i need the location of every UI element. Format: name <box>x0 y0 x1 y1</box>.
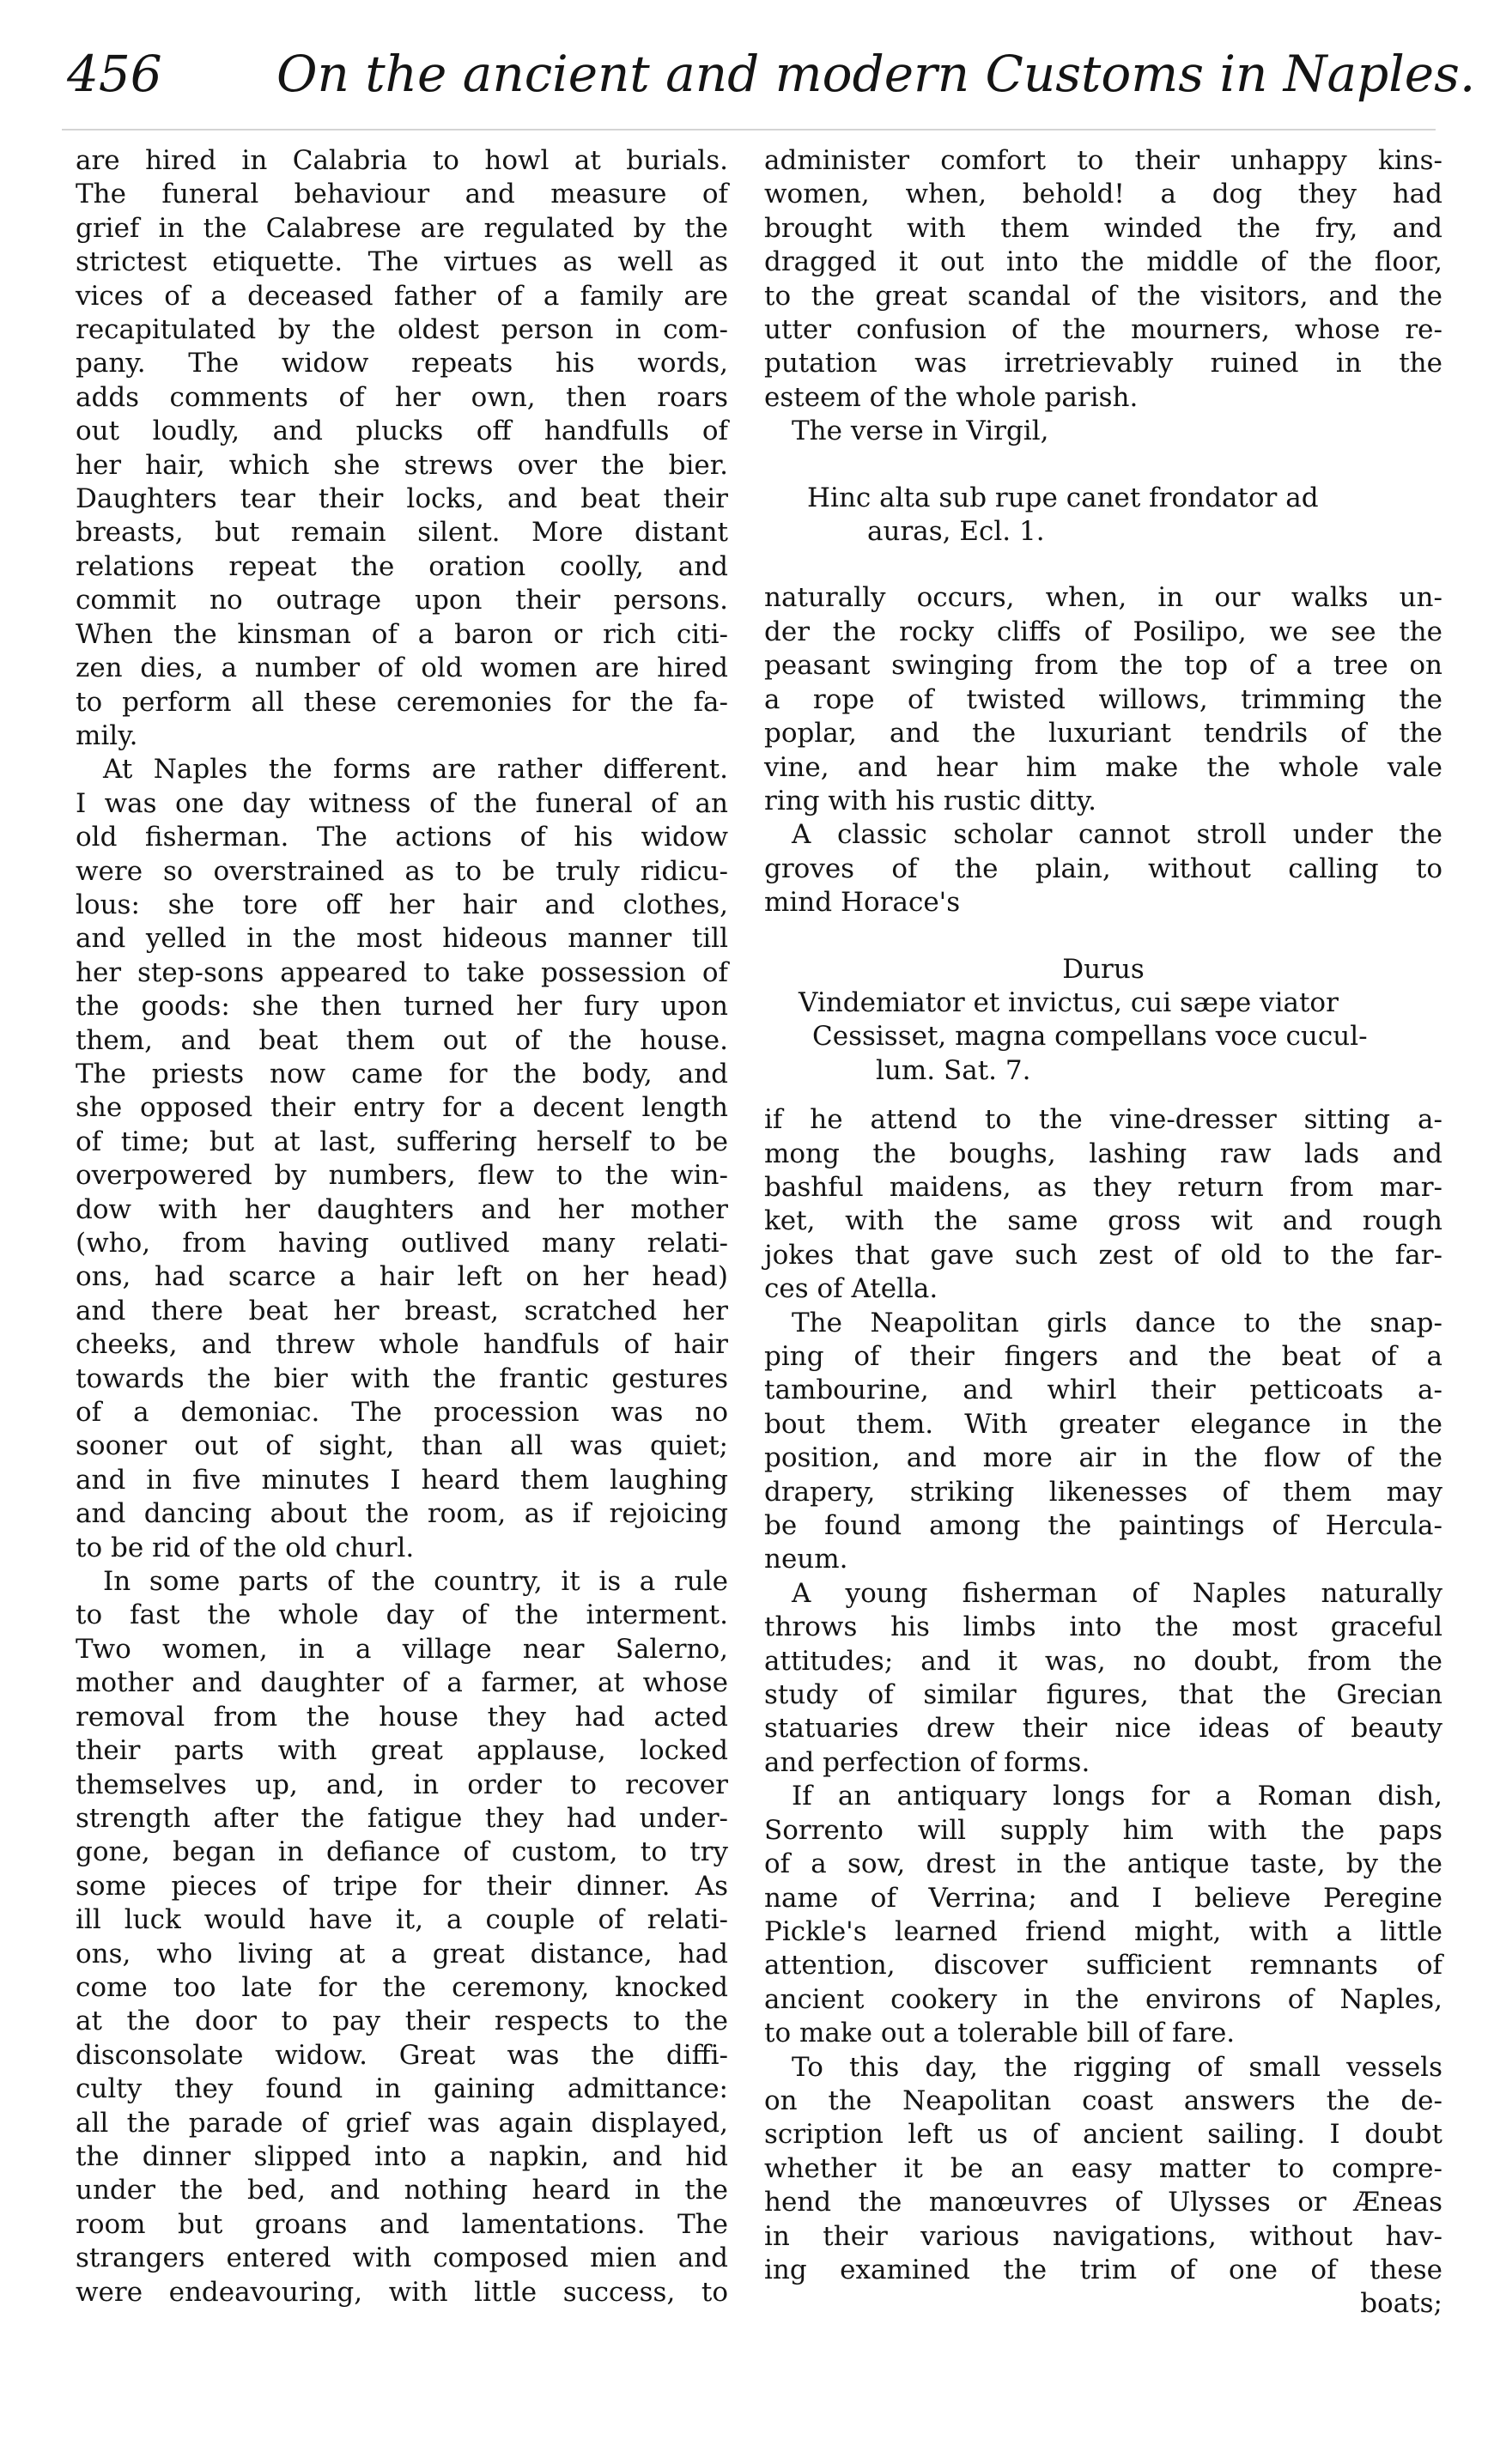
text-line: overpowered by numbers, flew to the win- <box>76 1160 728 1192</box>
text-line: strangers entered with composed mien and <box>76 2242 728 2274</box>
text-line: der the rocky cliffs of Posilipo, we see the <box>764 616 1442 647</box>
text-line: relations repeat the oration coolly, and <box>76 550 728 582</box>
text-line: are hired in Calabria to howl at burials. <box>76 145 728 176</box>
text-line: In some parts of the country, it is a rule <box>103 1566 728 1598</box>
text-line: ons, who living at a great distance, had <box>76 1938 728 1969</box>
text-line: of time; but at last, suffering herself to be <box>76 1126 728 1157</box>
text-line: putation was irretrievably ruined in the <box>764 348 1442 379</box>
text-line: to be rid of the old churl. <box>76 1532 415 1563</box>
text-line: mind Horace's <box>764 887 961 919</box>
text-line: ancient cookery in the environs of Naples, <box>764 1983 1442 2015</box>
text-line: statuaries drew their nice ideas of beauty <box>764 1713 1442 1745</box>
spacer <box>764 549 1442 581</box>
text-line: she opposed their entry for a decent length <box>76 1092 728 1124</box>
text-line: be found among the paintings of Hercula- <box>764 1510 1442 1542</box>
text-line: dow with her daughters and her mother <box>76 1193 728 1225</box>
text-line: culty they found in gaining admittance: <box>76 2073 728 2105</box>
text-line: Daughters tear their locks, and beat their <box>76 483 728 515</box>
text-line: and yelled in the most hideous manner till <box>76 923 728 955</box>
text-line: whether it be an easy matter to compre- <box>764 2152 1442 2184</box>
text-line: and in five minutes I heard them laughing <box>76 1464 728 1496</box>
text-line: all the parade of grief was again displayed, <box>76 2107 728 2139</box>
text-line: women, when, behold! a dog they had <box>764 179 1442 210</box>
text-line: ons, had scarce a hair left on her head) <box>76 1261 728 1293</box>
text-line: If an antiquary longs for a Roman dish, <box>792 1781 1442 1812</box>
text-line: of a sow, drest in the antique taste, by the <box>764 1848 1442 1880</box>
text-line: if he attend to the vine-dresser sitting a- <box>764 1104 1442 1136</box>
text-line: hend the manœuvres of Ulysses or Æneas <box>764 2187 1442 2218</box>
text-line: esteem of the whole parish. <box>764 381 1139 413</box>
verse-line: Vindemiator et invictus, cui sæpe viator <box>799 986 1339 1018</box>
text-line: ping of their fingers and the beat of a <box>764 1341 1442 1372</box>
text-line: mother and daughter of a farmer, at whose <box>76 1667 728 1699</box>
text-line: naturally occurs, when, in our walks un- <box>764 582 1442 614</box>
text-line: The verse in Virgil, <box>792 416 1049 447</box>
text-line: towards the bier with the frantic gestures <box>76 1362 728 1394</box>
text-line: in their various navigations, without hav- <box>764 2220 1442 2252</box>
header-rule <box>62 129 1436 130</box>
text-line: to perform all these ceremonies for the fa- <box>76 686 728 718</box>
text-line: her step-sons appeared to take possession of <box>76 956 728 988</box>
verse-line: Cessisset, magna compellans voce cucul- <box>812 1021 1368 1053</box>
text-line: ket, with the same gross wit and rough <box>764 1205 1442 1237</box>
verse-line: Hinc alta sub rupe canet frondator ad <box>807 482 1319 513</box>
text-line: to make out a tolerable bill of fare. <box>764 2018 1236 2049</box>
text-line: and dancing about the room, as if rejoicing <box>76 1498 728 1530</box>
text-line: neum. <box>764 1544 848 1575</box>
text-line: of a demoniac. The procession was no <box>76 1397 728 1429</box>
text-line: attitudes; and it was, no doubt, from the <box>764 1645 1442 1677</box>
text-line: adds comments of her own, then roars <box>76 381 728 413</box>
text-line: were endeavouring, with little success, to <box>76 2276 728 2308</box>
text-line: To this day, the rigging of small vessels <box>792 2051 1442 2083</box>
text-line: Sorrento will supply him with the paps <box>764 1814 1442 1846</box>
text-line: room but groans and lamentations. The <box>76 2208 728 2240</box>
text-line: Two women, in a village near Salerno, <box>76 1633 728 1665</box>
text-line: some pieces of tripe for their dinner. As <box>76 1870 728 1902</box>
text-line: At Naples the forms are rather different. <box>103 754 728 786</box>
text-line: under the bed, and nothing heard in the <box>76 2175 728 2206</box>
verse-line: lum. Sat. 7. <box>876 1054 1031 1086</box>
text-line: mily. <box>76 719 138 751</box>
text-line: zen dies, a number of old women are hired <box>76 652 728 684</box>
text-line: strictest etiquette. The virtues as well as <box>76 246 728 278</box>
text-line: and there beat her breast, scratched her <box>76 1295 728 1326</box>
text-line: recapitulated by the oldest person in com- <box>76 314 728 346</box>
text-line: ring with his rustic ditty. <box>764 785 1096 816</box>
text-line: A classic scholar cannot stroll under the <box>792 819 1442 851</box>
text-line: The funeral behaviour and measure of <box>76 179 728 210</box>
text-line: (who, from having outlived many relati- <box>76 1228 728 1259</box>
text-line: scription left us of ancient sailing. I doubt <box>764 2119 1442 2151</box>
left-column <box>76 144 728 2309</box>
text-line: bout them. With greater elegance in the <box>764 1408 1442 1440</box>
text-line: to the great scandal of the visitors, and the <box>764 280 1442 312</box>
verse-line: auras, Ecl. 1. <box>867 516 1045 548</box>
page-header <box>62 29 1476 124</box>
text-line: vine, and hear him make the whole vale <box>764 751 1442 783</box>
text-line: utter confusion of the mourners, whose re- <box>764 314 1442 346</box>
running-title: On the ancient and modern Customs in Naples. <box>276 45 1476 103</box>
text-line: vices of a deceased father of a family are <box>76 280 728 312</box>
text-line: sooner out of sight, than all was quiet; <box>76 1430 728 1462</box>
text-line: a rope of twisted willows, trimming the <box>764 683 1442 715</box>
text-line: study of similar figures, that the Grecian <box>764 1679 1442 1711</box>
text-line: removal from the house they had acted <box>76 1701 728 1733</box>
text-line: The priests now came for the body, and <box>76 1058 728 1089</box>
text-line: old fisherman. The actions of his widow <box>76 822 728 853</box>
text-line: at the door to pay their respects to the <box>76 2006 728 2037</box>
text-line: were so overstrained as to be truly ridicu- <box>76 855 728 887</box>
text-line: tambourine, and whirl their petticoats a- <box>764 1375 1442 1406</box>
text-line: poplar, and the luxuriant tendrils of the <box>764 718 1442 750</box>
text-line: gone, began in defiance of custom, to try <box>76 1836 728 1868</box>
text-line: I was one day witness of the funeral of an <box>76 787 728 819</box>
text-line: ces of Atella. <box>764 1273 938 1305</box>
text-line: A young fisherman of Naples naturally <box>792 1577 1442 1609</box>
text-line: dragged it out into the middle of the floor, <box>764 246 1442 278</box>
text-line: mong the boughs, lashing raw lads and <box>764 1138 1442 1169</box>
horace-quotation <box>764 953 1442 1089</box>
text-line: Pickle's learned friend might, with a little <box>764 1915 1442 1947</box>
spacer <box>764 449 1442 482</box>
text-line: them, and beat them out of the house. <box>76 1024 728 1056</box>
text-line: strength after the fatigue they had under- <box>76 1802 728 1834</box>
text-line: jokes that gave such zest of old to the far- <box>764 1239 1442 1271</box>
text-line: ill luck would have it, a couple of relati- <box>76 1904 728 1936</box>
spacer <box>764 1088 1442 1103</box>
text-line: on the Neapolitan coast answers the de- <box>764 2085 1442 2116</box>
text-line: pany. The widow repeats his words, <box>76 348 728 379</box>
spacer <box>764 920 1442 953</box>
text-line: peasant swinging from the top of a tree on <box>764 650 1442 682</box>
verse-line: Durus <box>1062 953 1145 985</box>
text-line: cheeks, and threw whole handfuls of hair <box>76 1329 728 1361</box>
text-line: grief in the Calabrese are regulated by the <box>76 212 728 244</box>
text-line: position, and more air in the flow of the <box>764 1442 1442 1474</box>
text-line: bashful maidens, as they return from mar- <box>764 1171 1442 1203</box>
text-line: drapery, striking likenesses of them may <box>764 1476 1442 1508</box>
text-line: breasts, but remain silent. More distant <box>76 517 728 549</box>
text-line: her hair, which she strews over the bier. <box>76 449 728 481</box>
text-line: attention, discover sufficient remnants of <box>764 1950 1442 1982</box>
text-line: throws his limbs into the most graceful <box>764 1611 1442 1643</box>
text-line: When the kinsman of a baron or rich citi- <box>76 618 728 650</box>
text-line: and perfection of forms. <box>764 1746 1090 1778</box>
text-line: brought with them winded the fry, and <box>764 212 1442 244</box>
text-line: ing examined the trim of one of these <box>764 2254 1442 2285</box>
text-line: to fast the whole day of the interment. <box>76 1599 728 1631</box>
text-line: administer comfort to their unhappy kins- <box>764 145 1442 176</box>
text-line: groves of the plain, without calling to <box>764 853 1442 884</box>
text-line: name of Verrina; and I believe Peregine <box>764 1882 1442 1914</box>
text-line: come too late for the ceremony, knocked <box>76 1971 728 2003</box>
right-column <box>764 144 1442 2321</box>
text-line: their parts with great applause, locked <box>76 1735 728 1767</box>
virgil-quotation <box>764 482 1442 549</box>
text-line: lous: she tore off her hair and clothes, <box>76 889 728 920</box>
text-line: out loudly, and plucks off handfulls of <box>76 416 728 447</box>
text-line: the dinner slipped into a napkin, and hid <box>76 2140 728 2172</box>
page-number: 456 <box>67 45 162 103</box>
text-line: The Neapolitan girls dance to the snap- <box>792 1307 1442 1338</box>
text-line: the goods: she then turned her fury upon <box>76 991 728 1023</box>
text-line: disconsolate widow. Great was the diffi- <box>76 2039 728 2071</box>
catchword: boats; <box>1360 2288 1442 2320</box>
text-line: commit no outrage upon their persons. <box>76 585 728 616</box>
text-line: themselves up, and, in order to recover <box>76 1769 728 1800</box>
